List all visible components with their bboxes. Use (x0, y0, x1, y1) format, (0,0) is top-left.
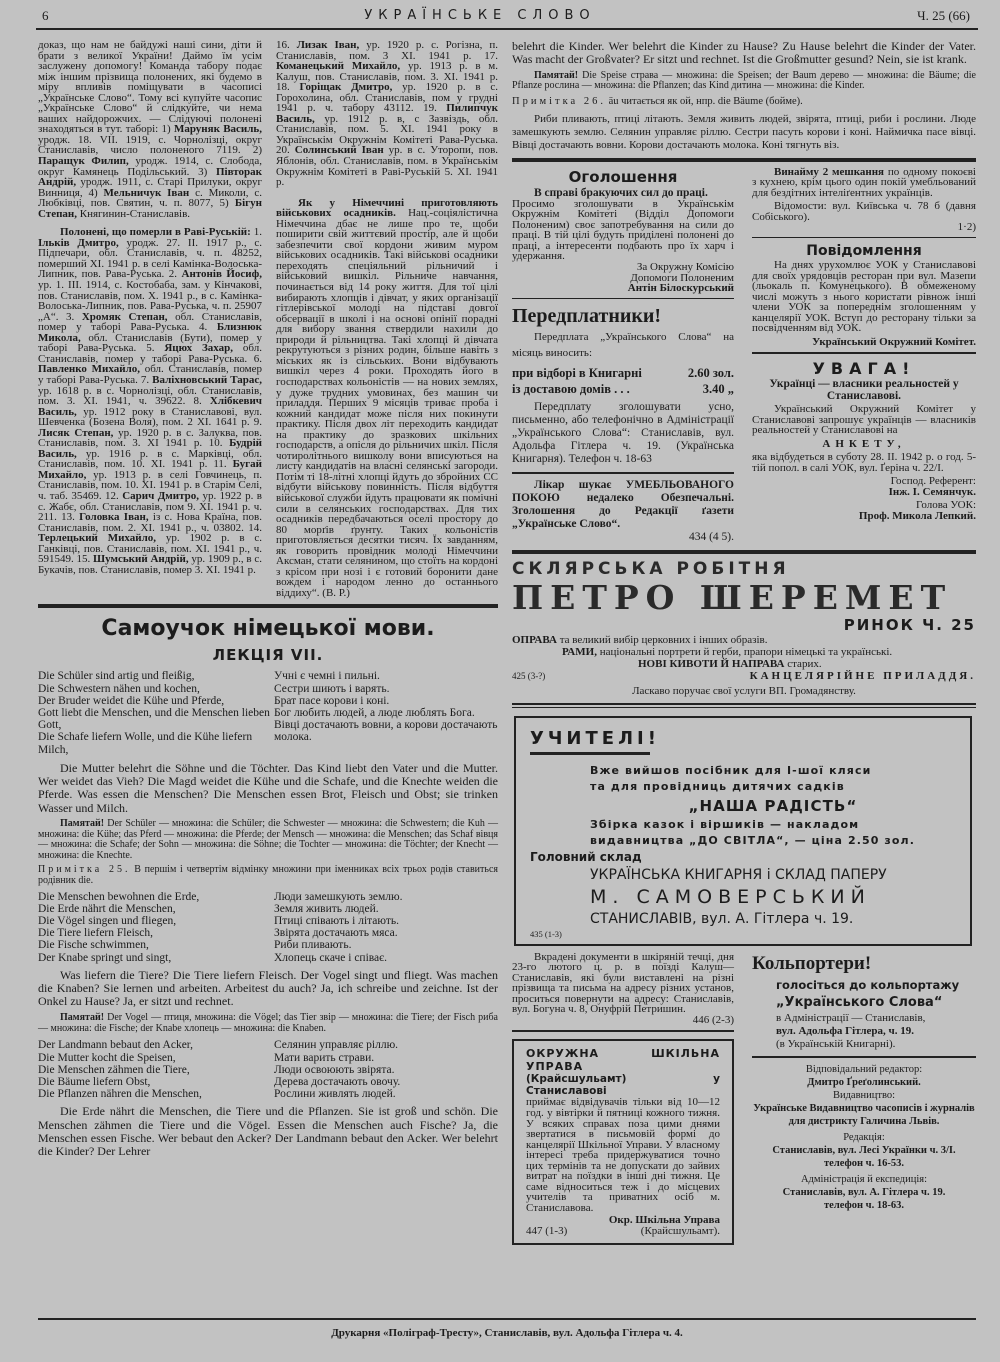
bold-name: Маруняк Василь, (173, 123, 262, 136)
glazier-heading: СКЛЯРСЬКА РОБІТНЯ (512, 558, 790, 579)
admin-address: Станиславів, вул. А. Гітлера ч. 19. (782, 1186, 946, 1198)
bold-name: Солинський Іван (294, 144, 384, 157)
text-segment: ур. в с. Уторопи, пов. Яблонів, обл. Станиславів, пом. в Українськім Окружнім Комітеті в Раві-Руській 5. XI. 1941 р. (276, 144, 499, 189)
signature-role: Голова УОК: (916, 499, 976, 512)
subscribers-ad (512, 303, 734, 467)
notice-ad (752, 242, 976, 347)
teachers-line: та для провідниць дитячих садків (590, 779, 845, 793)
verse-line: Die Schafe liefern Wolle, und die Kühe liefern Milch, (38, 731, 253, 756)
verse-line: Птиці співають і літають. (274, 915, 399, 928)
subscribers-title: Передплатники! (512, 304, 662, 327)
colporteurs-line: (в Українській Книгарні). (776, 1037, 896, 1050)
announcement-body: Просимо зголошувати в Українськім Окружнім Комітеті (Відділ Допомоги Полоненим) своє запотребування на сили до праці. В тій цілі будуть приділені полонені до праці, а інтересенти подбають про їх харч і удержання. (512, 197, 734, 263)
deceased-prisoners-paragraph (38, 227, 262, 575)
book-title: „НАША РАДІСТЬ“ (688, 796, 858, 815)
school-signature: Окр. Шкільна Управа (608, 1214, 720, 1227)
price-label: при відборі в Книгарні (512, 365, 642, 380)
verse-line: Брат пасе корови і коні. (274, 694, 390, 707)
german-verses (38, 1039, 274, 1100)
announcement-title: Оголошення (568, 167, 678, 186)
text-segment: обл. Станиславів, помер у таборі Рава-Руська. 6. (38, 342, 262, 365)
announcement-lead: В справі бракуючих сил до праці. (534, 186, 708, 199)
text-segment: уродж. 27. II. 1917 р., с. Підпечари, обл. Станиславів, ч. п. 48252, померший XI. 1941 р. в селі Камінка-Волоська-Липник, пов. Рава-Руська. 2. (38, 236, 262, 281)
redaction-phone: телефон ч. 16-53. (824, 1157, 904, 1169)
bold-name: Антонів Йосиф, (181, 268, 263, 281)
lesson-paragraph-3: Die Erde nährt die Menschen, die Tiere und die Pflanzen. Sie ist groß und schön. Die Menschen zähmen die Tiere und die Vögel. Essen die Menschen auch Fische? Ja, die Menschen essen Fische. Wer bebaut den Acker? Der Landmann bebaut den Acker. Wer belehrt die Kinder? Der Lehrer (38, 1104, 498, 1159)
lesson-cont-paragraph: belehrt die Kinder. Wer belehrt die Kinder zu Hause? Zu Hause belehrt die Kinder der Vater. Was macht der Großvater? Er sitzt und rechnet. Ist die Großmutter gesund? Nein, sie ist krank. (512, 39, 976, 67)
divider (752, 237, 976, 238)
bold-name: Лизак Іван, (296, 39, 360, 51)
text-segment: ур. 1920 р. в с. Залуква, пов. Станиславів, пом. 3. XI 1941 р. 10. (38, 426, 262, 450)
announcement-signer: Антін Білоскурський (627, 282, 734, 295)
notice-signature: Український Окружний Комітет. (812, 335, 976, 348)
text-segment: із с. Нова Країна, пов. Станиславів, пом. 2. XI. 1941 р., ч. 03802. 14. (38, 511, 262, 534)
school-board-ad (512, 1039, 734, 1244)
bold-name: Паращук Филип, (38, 155, 129, 168)
bold-name: Полонені, що померли в Раві-Руській: (60, 226, 251, 239)
ad-code: 447 (1-3) (526, 1225, 568, 1238)
subscribers-body: Передплату зголошувати усно, письменно, або телефонічно в Адміністрації „Українського Слова“: Станиславів, вул. Адольфа Гітлера ч. 19. (Українська Книгарня). Телефон ч. 18-63 (512, 400, 734, 466)
remember-note-2: Der Vogel — птиця, множина: die Vögel; das Tier звір — множина: die Tiere; der Fisch риба — множина: die Fische; der Knabe хлопець — множина: die Knaben. (38, 1011, 498, 1034)
note-26: äu читається як ой, нпр. die Bäume (бойме). (605, 95, 803, 107)
text-segment: ур. 1. III. 1914, с. Костобаба, зам. у Кінчакові, пов. Станиславів, пом. X. 1941 р., в с. Камінка-Волоська-Липник, пов. Рава-Руська, ч. п. 25907 „А“. 3. (38, 279, 262, 323)
footer (38, 1318, 976, 1340)
page-body (38, 34, 976, 1245)
bold-name: Бугай Михайло, (38, 458, 262, 481)
bold-name: Терлецький Михайло, (38, 532, 157, 545)
bold-name: Валіхновський Тарас, (152, 373, 263, 386)
bold-name: Шумський Андрій, (93, 553, 189, 566)
verse-line: Сестри шиють і варять. (274, 682, 390, 695)
glazier-line: національні портрети й герби, прапори німецькі та українські. (596, 645, 893, 658)
ukrainian-verses (274, 1039, 498, 1100)
section-rule (512, 703, 976, 705)
glazier-line: ОПРАВА (512, 633, 557, 646)
verse-line: Селянин управляє ріллю. (274, 1039, 399, 1052)
school-subtitle: (Крайсшульамт) у Станиславові (526, 1073, 720, 1098)
school-body: приймає відвідувачів тільки від 10—12 год. у вівтірки й пятниці кожного тижня. У всяких справах поза цими днями звертатися в письмовій формі до канцелярії Шкільної Управи. У власному інтересі треба придержуватися точно цих термінів та не допускати до зайвих витрат на поїздки в інші дні тижня. Це саме відноситься теж і до місцевих учителів та приватних осіб м. Станиславова. (526, 1096, 720, 1214)
text-segment: уродж. 18. VII. 1919, с. Чорнолізці, округ Станиславів, число полоненого 7119. 2) (38, 133, 262, 157)
verse-line: Учні є чемні і пильні. (274, 670, 380, 683)
remember-note-3: Die Speise страва — множина: die Speisen; der Baum дерево — множина: die Bäume; die Pflanze рослина — множина: die Pflanzen; das Kind дитина — множина: die Kinder. (512, 69, 976, 92)
remember-label: Памятай! (60, 818, 105, 830)
bold-name: Хромяк Степан, (81, 310, 168, 323)
signature-role: Господ. Референт: (890, 475, 976, 488)
verse-line: Der Knabe springt und singt, (38, 951, 172, 964)
divider (752, 352, 976, 354)
ad-code: 434 (4 5). (688, 531, 734, 544)
german-verses (38, 670, 274, 755)
teachers-ad (514, 716, 972, 946)
remember-label: Памятай! (60, 1011, 105, 1023)
remember-note-1: Der Schüler — множина: die Schüler; die Schwester — множина: die Schwestern; die Kuh — множина: die Kühe; das Pferd — множина: die Pferde; der Mensch — множина: die Menschen; das Schaf вівця — множина: die Schafe; der Sohn — множина: die Söhne; die Tochter — множина: die Töchter; der Knecht — множина: die Knechte. (38, 818, 498, 861)
text-segment: 1. (250, 226, 263, 239)
verse-line: Рослини живлять людей. (274, 1088, 396, 1101)
text-segment: уродж. 1914, с. Слобода, округ Камянець Подільський. 3) (38, 155, 262, 178)
section-rule (512, 158, 976, 162)
school-signature: (Крайсшульамт). (640, 1225, 720, 1238)
bold-name: Лисяк Степан, (38, 426, 114, 439)
editor-label: Відповідальний редактор: (805, 1063, 923, 1075)
stolen-body: Вкрадені документи в шкіряній течці, дня 23-го лютого ц. р. в поїзді Калуш—Станиславів, які були виставлені на різні прізвища та письма на адресу різних установ, проситься повернути на адресу: Станиславів, вул. Богуна ч. 8, Онуфрій Петришин. (512, 950, 734, 1016)
german-verses (38, 891, 274, 964)
rent-lead: Винайму 2 мешкання (774, 165, 884, 178)
teachers-line: Вже вийшов посібник для І-шої кляси (590, 763, 872, 777)
verse-line: Мати варить страви. (274, 1051, 375, 1064)
teachers-line: Головний склад (530, 849, 642, 864)
publisher-label: Видавництво: (832, 1089, 896, 1101)
divider (512, 472, 734, 474)
imprint (752, 1063, 976, 1212)
colporteurs-line: в Адміністрації — Станиславів, (776, 1011, 926, 1024)
attention-title: УВАГА! (812, 359, 916, 379)
german-lesson (38, 614, 498, 1158)
colporteurs-ad (752, 952, 976, 1051)
note-25: В першім і четвертім відмінку множини при іменниках всіх трьох родів ставиться родівник die. (38, 864, 498, 887)
price-label: із доставою домів . . . (512, 381, 630, 396)
bold-name: Головка Іван, (79, 511, 149, 524)
glazier-closing: Ласкаво поручає свої услуги ВП. Громадянству. (632, 684, 856, 697)
newspaper-name: „Українського Слова“ (776, 994, 943, 1010)
masthead: УКРАЇНСЬКЕ СЛОВО (364, 8, 596, 23)
bold-name: Півторак Андрій, (38, 165, 262, 189)
attention-body: Український Окружний Комітет у Станиславові запрошує українців — власників реальностей у Станиславові на (752, 403, 976, 437)
verse-line: Люди замешкують землю. (274, 890, 403, 903)
redaction-address: Станиславів, вул. Лесі Українки ч. 3/I. (772, 1144, 956, 1156)
ad-code: 446 (2-3) (692, 1013, 734, 1026)
glazier-line: старих. (784, 657, 822, 670)
text-segment: 16. (276, 39, 297, 51)
lesson-paragraph-1: Die Mutter belehrt die Söhne und die Töchter. Das Kind liebt den Vater und die Mutter. Wer weidet das Vieh? Die Magd weidet die Kühe und die Schafe, und die Knechte weiden die Pferde. Was essen die Menschen? Die Menschen essen Brot, Fleisch und Obst; sie trinken Wasser und Milch. (38, 760, 498, 815)
page-number: 6 (42, 8, 49, 23)
verse-line: Die Pflanzen nähren die Menschen, (38, 1088, 202, 1101)
prisoners-column-2 (276, 40, 498, 598)
lesson-paragraph-4: Риби пливають, птиці літають. Земля живить людей, звірята, птиці, риби і рослини. Люде замешкують землю. Селянин управляє ріллю. Сестри пасуть корови і коні. Наймичка пасе вівці. Вівці достачають вовни. Корови достачають молока. Коні тягнуть віз. (512, 112, 976, 152)
settlers-article (276, 198, 498, 599)
text-segment: обл. Станиславів (Бути), помер у таборі Рава-Руська. 5. (38, 331, 262, 355)
verse-line: Die Fische schwimmen, (38, 939, 149, 952)
bookstore-address: СТАНИСЛАВІВ, вул. А. Гітлера ч. 19. (590, 910, 854, 927)
glazier-line: та великий вибір церковних і інших образів. (556, 633, 768, 646)
text-segment: обл. Станиславів, помер у таборі Рава-Руська. 7. (38, 363, 262, 386)
announcement-ad (512, 167, 734, 294)
teachers-line: видавництва „ДО СВІТЛА“, — ціна 2.50 зол. (590, 833, 915, 847)
verse-block-3 (38, 1039, 498, 1100)
colporteurs-line: вул. Адольфа Гітлера, ч. 19. (776, 1024, 914, 1037)
prisoners-column-1 (38, 40, 262, 598)
remember-label: Памятай! (534, 69, 579, 81)
bold-name: Будрій Василь, (38, 437, 262, 460)
notice-title: Повідомлення (806, 242, 922, 259)
attention-body-2: яка відбудеться в суботу 28. II. 1942 р. о год. 5-тій попол. в салі УОК, вул. Ґеріна ч. 22/I. (752, 450, 976, 474)
verse-line: Земля живить людей. (274, 902, 379, 915)
notice-body: На днях урухомлює УОК у Станиславові для своїх урядовців ресторан при вул. Мазепи (льокаль п. Комунецького). В обмеженому числі можуть з нього користати рівнож інші члени УОК за попереднім зголошенням у канцелярії УОК. Вступ до ресторану тільки за посвідченням від УОК. (752, 258, 976, 335)
bold-name: Павленко Михайло, (38, 363, 140, 376)
divider (512, 1030, 734, 1032)
text-segment: Нац.-соціялістична Німеччина дбає не лише про те, щоби поширити свій життєвий простір, але й щоби забезпечити свої кордони живим муром військових осадників. Такі військові осадники переходять спеціяльний рільничий і військовий вишкіл. Рільниче навчання, починається від 14 року життя. Для тої цілі вибирають хлопців і дівчат, у яких організації гітлерівської молоді на підставі довгої обсервації в школі і на основі опінії порадні для вибору звання ствердили нахили до природи й рільництва. Такі хлопці й дівчата рекрутуються з різних родин, більше навіть з міських як із сільських. Вони відбувають вишкіл через 4 роки. Проходять його в господарствах кольоністів — на нових землях, у дуже трудних умовинах, без машин чи приладдя. Перших 9 місяців триває проба і кожний кандидат може після них покинути практику. Після двох літ переходить кандидат на практику до зразкових шкільних господарств, а опісля до рільничих шкіл. Після чотиролітнього вишколу вони вписуються на листу кандидатів на власні селянські загороди. Потім ті 18-літні хлопці йдуть до збройних СС відбути військову повинність. Після відбуття військової служби йдуть працювати як помічні сили в селянських господарствах. Для тих осадників передбачаються оселі простору до 80 морґів ґрунту. Таких кольоністів приготовляється десятки тисяч. Їх завданням, як говорить провідник молоді Німеччини Аксман, стати селянином, що стоїть на кордоні з крісом при нозі і є готовий боронити дане вождем і народом ленно до останнього віддиху“. (В. Р.) (276, 207, 499, 599)
admin-phone: телефон ч. 18-63. (824, 1199, 904, 1211)
bold-name: Бігун Степан, (38, 197, 262, 220)
glazier-line: КАНЦЕЛЯРІЙНЕ ПРИЛАДДЯ. (749, 669, 976, 682)
signature-name: Інж. І. Семянчук. (888, 485, 976, 498)
text-segment: обл. Станиславів, помер у таборі Рава-Руська. 4. (38, 310, 262, 334)
text-segment: ур. 1922 р. в с. Жабє, обл. Станиславів, пом 9. XI. 1941 р. ч. 211. 13. (38, 489, 262, 524)
colporteurs-line: голосіться до кольпортажу (776, 977, 960, 992)
text-segment: ур. 1920 р. в с. Горохолина, обл. Станиславів, пом у грудні 1941 р. ч. табору 43112. 19. (276, 81, 499, 115)
text-segment: ур. 1909 р., в с. Букачів, пов. Станиславів, помер 3. XI. 1941 р. (38, 553, 263, 576)
verse-line: Die Vögel singen und fliegen, (38, 915, 177, 928)
text-segment: ур. 1912 року в Станиславові, вул. Шевченка (Бозена Воля), пом. 2 XI. 1641 р. 9. (38, 405, 262, 429)
verse-line: Gott liebt die Menschen, und die Menschen lieben Gott, (38, 707, 270, 732)
lesson-subtitle: ЛЕКЦІЯ VII. (212, 646, 324, 665)
lesson-title: Самоучок німецької мови. (101, 616, 435, 642)
note-label: Примітка 26. (512, 95, 606, 107)
glazier-name: ПЕТРО ШЕРЕМЕТ (512, 577, 953, 617)
text-segment: ур. 1913 р. в м. Калуш, пов. Станиславів, пом. 3. XI. 1941 р. 18. (276, 60, 499, 94)
bold-name: Ільків Дмитро, (38, 236, 119, 249)
ukrainian-verses (274, 891, 498, 964)
glazier-address: РИНОК Ч. 25 (843, 615, 976, 634)
text-segment: Княгинин-Станиславів. (77, 207, 191, 220)
ad-code: 435 (1-3) (530, 928, 562, 939)
school-title: ОКРУЖНА ШКІЛЬНА УПРАВА (526, 1047, 720, 1074)
section-rule (512, 550, 976, 554)
verse-line: Die Menschen bewohnen die Erde, (38, 890, 200, 903)
verse-line: Люди освоюють звірята. (274, 1063, 395, 1076)
header-rule (36, 28, 978, 30)
rent-info: Відомости: вул. Київська ч. 78 б (давня Собіського). (752, 200, 976, 223)
bold-name: Мельничук Іван (103, 186, 190, 199)
teachers-line: Збірка казок і віршиків — накладом (590, 817, 860, 831)
glazier-ad (512, 558, 976, 697)
attention-subtitle: Українці — власники реальностей у Станиславові. (769, 378, 959, 402)
bold-name: Сарич Дмитро, (122, 489, 200, 502)
verse-line: Die Menschen zähmen die Tiere, (38, 1063, 190, 1076)
bold-name: Команецький Михайло, (276, 60, 401, 73)
colporteurs-title: Кольпортери! (752, 952, 872, 974)
subscribers-intro: Передплата „Українського Слова“ на місяць виносить: (512, 330, 734, 359)
text-segment: уродж. 1911, с. Старі Прилуки, округ Винниця, 4) (38, 176, 262, 199)
price-value: 2.60 зол. (687, 365, 734, 380)
verse-line: Die Tiere liefern Fleisch, (38, 927, 153, 940)
divider (512, 298, 734, 299)
bold-name: Пилипчук Василь, (276, 102, 498, 125)
verse-line: Риби пливають. (274, 939, 352, 952)
verse-line: Die Schüler sind artig und fleißig, (38, 670, 195, 683)
footer-rule (38, 1318, 976, 1320)
bold-name: Яцюх Захар, (164, 342, 234, 355)
bold-name: Хлібкевич Василь, (38, 395, 262, 418)
verse-line: Бог любить людей, а люде люблять Бога. (274, 707, 475, 720)
verse-line: Хлопець скаче і співає. (274, 951, 387, 964)
doctor-body: Лікар шукає УМЕБЛЬОВАНОГО ПОКОЮ недалеко Обезпечальні. Зголошення до Редакції ґазети „Українське Слово“. (512, 478, 734, 531)
text-segment: с. Миколи, с. Любківці, пов. Святин, ч. п. 8077, 5) (38, 186, 262, 210)
verse-line: Der Landmann bebaut den Acker, (38, 1039, 194, 1052)
redaction-label: Редакція: (843, 1131, 885, 1143)
ukrainian-verses (274, 670, 498, 755)
verse-line: Дерева достачають овочу. (274, 1075, 401, 1088)
teachers-title: УЧИТЕЛІ! (530, 728, 650, 755)
prisoners-list-paragraph (38, 40, 262, 219)
publisher-name: Українське Видавництво часописів і журналів для дистрикту Галичина Львів. (753, 1102, 975, 1127)
text-segment: ур. 1916 р. в с. Марківці, обл. Станиславів, пом. 10. XI. 1941 р. 11. (38, 447, 262, 471)
text-segment: ур. 1920 р. с. Рогізна, п. Станиславів, пом. 3 XI. 1941 р. 17. (276, 39, 499, 62)
editor-name: Дмитро Ґреґолинський. (807, 1076, 921, 1088)
signature-name: Проф. Микола Лепкий. (858, 509, 976, 522)
divider (752, 1056, 976, 1058)
price-value: 3.40 „ (702, 381, 734, 396)
verse-line: Die Erde nährt die Menschen, (38, 902, 176, 915)
bold-name: Як у Німеччині приготовляють військових осадників. (276, 196, 498, 220)
text-segment: ур. 1618 р. в с. Чорнолізці, обл. Станиславів, пом. 3. XI. 1941, ч. 39622. 8. (38, 384, 262, 408)
lesson-continuation (512, 40, 976, 153)
rent-ad (752, 167, 976, 233)
verse-line: Der Bruder weidet die Kühe und Pferde, (38, 694, 225, 707)
section-rule (38, 604, 498, 608)
printer-imprint: Друкарня «Поліграф-Тресту», Станиславів, вул. Адольфа Гітлера ч. 4. (331, 1327, 683, 1339)
verse-line: Вівці достачають вовни, а корови достачають молока. (274, 719, 498, 744)
rent-body: по одному покоєві з кухнею, крім цього один покій умебльований для бездітних інтеліґентних українців. (752, 165, 976, 199)
lesson-paragraph-2: Was liefern die Tiere? Die Tiere liefern Fleisch. Der Vogel singt und fliegt. Was machen die Knaben? Sie lernen und arbeiten. Arbeitest du auch? Ja, ich schreibe und zeichne. Ist der Onkel zu Hause? Ja, er sitzt und rechnet. (38, 967, 498, 1009)
text-segment: доказ, що нам не байдужі наші сини, діти й брати з великої України! Даймо їм усім заслужену допомогу! Команда табору подає між іншим прізвища полонених, які будемо в міру впливів поміщувати в часописі „Українське Слово“. Тому всі купуйте часопис „Українське Слово“ й слідкуйте, чи нема ваших найдорожчих. — Слідуючі полонені знаходяться в тут. таборі: 1) (38, 39, 262, 136)
right-half (512, 34, 976, 1245)
announcement-signature: Допомоги Полоненим (630, 271, 734, 284)
text-segment: ур. 1902 р. в с. Ганківці, пов. Станиславів, пом. XI. 1941 р., ч. 591549. 15. (38, 532, 262, 566)
verse-block-2 (38, 891, 498, 964)
doctor-ad (512, 479, 734, 545)
teachers-line: УКРАЇНСЬКА КНИГАРНЯ і СКЛАД ПАПЕРУ (590, 866, 887, 883)
bold-name: Близнюк Микола, (38, 321, 262, 344)
issue-number: Ч. 25 (66) (917, 8, 970, 23)
stolen-documents-ad (512, 952, 734, 1026)
glazier-line: РАМИ, (562, 645, 597, 658)
bold-name: Горіщак Дмитро, (299, 81, 393, 94)
glazier-line: НОВІ КИВОТИ Й НАПРАВА (638, 657, 785, 670)
verse-line: Звірята достачають мяса. (274, 927, 398, 940)
announcement-signature: За Окружну Комісію (636, 260, 734, 273)
attention-ad (752, 359, 976, 521)
admin-label: Адміністрація й експедиція: (800, 1173, 928, 1185)
verse-line: Die Mutter kocht die Speisen, (38, 1051, 176, 1064)
note-label: Примітка 25. (38, 864, 131, 876)
verse-block-1 (38, 670, 498, 755)
verse-line: Die Schwestern nähen und kochen, (38, 682, 200, 695)
text-segment: ур. 1912 р. в, с Зазвіздь, обл. Станиславів, пом. 5. XI. 1941 року в Українськім Окружнім Комітеті Рава-Руська. 20. (276, 112, 498, 157)
left-half (38, 34, 498, 1245)
verse-line: Die Bäume liefern Obst, (38, 1075, 151, 1088)
ad-code: 425 (3-?) (512, 670, 546, 681)
ad-code: 1·2) (957, 221, 976, 234)
survey-word: АНКЕТУ, (822, 437, 906, 450)
deceased-prisoners-continued (276, 40, 498, 188)
bookstore-owner: М. САМОВЕРСЬКИЙ (590, 885, 871, 908)
text-segment: ур. 1913 р. в селі Говчинець, п. Станиславів, пом. 10. XI. 1941 р. в Старім Селі, ч. таб. 35469. 12. (38, 468, 262, 502)
section-rule (512, 707, 976, 708)
